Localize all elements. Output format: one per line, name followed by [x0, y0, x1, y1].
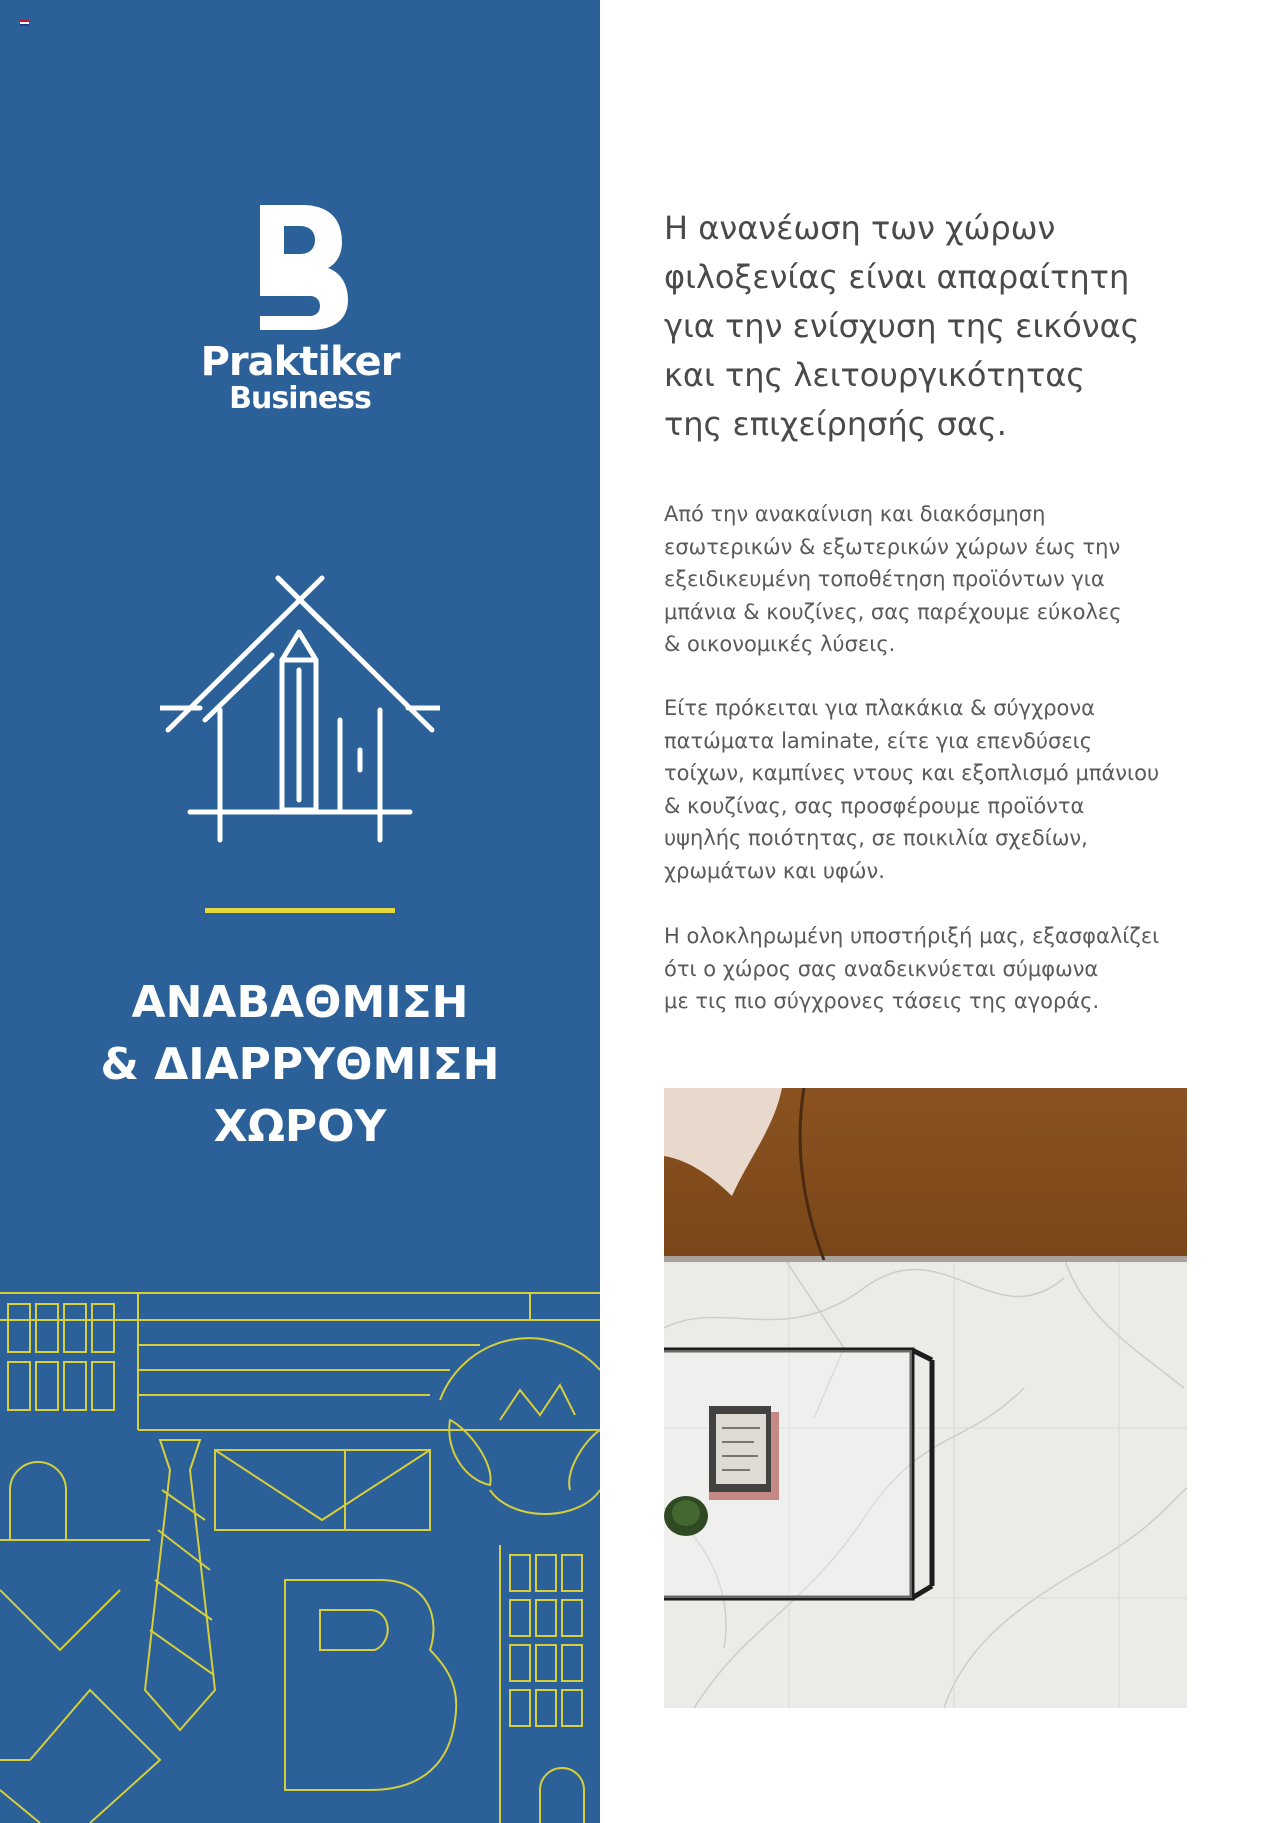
paragraph-line: μπάνια & κουζίνες, σας παρέχουμε εύκολες [664, 599, 1122, 624]
paragraph-line: πατώματα laminate, είτε για επενδύσεις [664, 728, 1093, 753]
left-panel [0, 0, 600, 1823]
section-title [0, 972, 600, 1158]
brand-name: Praktiker [200, 339, 400, 385]
paragraph-3 [664, 920, 1224, 1018]
paragraph-line: με τις πιο σύγχρονες τάσεις της αγοράς. [664, 989, 1100, 1014]
headline-line: φιλοξενίας είναι απαραίτητη [664, 258, 1130, 296]
headline-line: για την ενίσχυση της εικόνας [664, 307, 1140, 345]
interior-photo [664, 1088, 1187, 1708]
brand-logo [0, 200, 600, 414]
paragraph-2 [664, 692, 1224, 888]
paragraph-line: εξειδικευμένη τοποθέτηση προϊόντων για [664, 567, 1105, 592]
house-pencil-icon [160, 570, 440, 850]
paragraph-line: & κουζίνας, σας προσφέρουμε προϊόντα [664, 793, 1085, 818]
geometric-pattern-illustration [0, 1290, 600, 1823]
paragraph-line: ότι ο χώρος σας αναδεικνύεται σύμφωνα [664, 956, 1099, 981]
paragraph-line: υψηλής ποιότητας, σε ποικιλία σχεδίων, [664, 826, 1088, 851]
brand-subname: Business [229, 381, 371, 416]
paragraph-line: τοίχων, καμπίνες ντους και εξοπλισμό μπάνιου [664, 761, 1160, 786]
paragraph-1 [664, 498, 1224, 661]
paragraph-line: Από την ανακαίνιση και διακόσμηση [664, 502, 1046, 526]
headline-line: και της λειτουργικότητας [664, 356, 1086, 394]
headline-line: Η ανανέωση των χώρων [664, 209, 1056, 247]
paragraph-line: εσωτερικών & εξωτερικών χώρων έως την [664, 534, 1121, 559]
paragraph-line: Είτε πρόκειται για πλακάκια & σύγχρονα [664, 696, 1095, 720]
headline-line: της επιχείρησής σας. [664, 405, 1007, 443]
b-logo-icon [250, 200, 350, 330]
paragraph-line: & οικονομικές λύσεις. [664, 632, 896, 657]
divider-line [205, 908, 395, 913]
flag-icon [20, 20, 29, 26]
title-line-3: ΧΩΡΟΥ [213, 1101, 387, 1152]
title-line-1: ΑΝΑΒΑΘΜΙΣΗ [131, 977, 469, 1028]
paragraph-line: Η ολοκληρωμένη υποστήριξή μας, εξασφαλίζει [664, 924, 1160, 948]
headline [664, 204, 1224, 449]
paragraph-line: χρωμάτων και υφών. [664, 858, 885, 883]
title-line-2: & ΔΙΑΡΡΥΘΜΙΣΗ [100, 1039, 500, 1090]
